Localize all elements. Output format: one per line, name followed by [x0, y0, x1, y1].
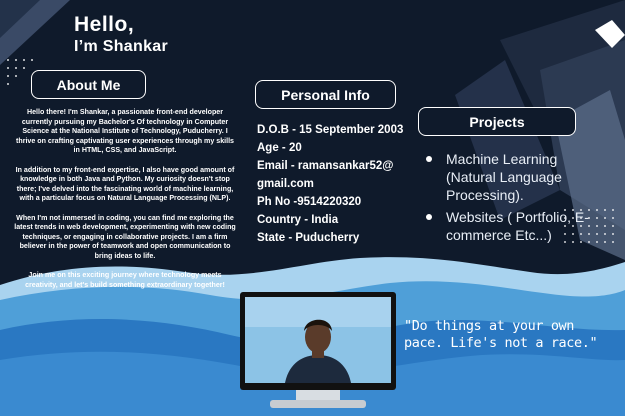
name-heading: I’m Shankar: [74, 38, 169, 55]
profile-photo: [245, 297, 391, 383]
bullet-icon: [426, 214, 432, 220]
projects-title: Projects: [418, 107, 576, 136]
monitor-frame: [240, 292, 396, 390]
dob-field: D.O.B - 15 September 2003: [257, 124, 404, 136]
person-silhouette-icon: [245, 297, 391, 383]
projects-list: [424, 150, 604, 248]
project-item: [424, 150, 604, 204]
project-label: Websites ( Portfolio, E-commerce Etc...): [446, 209, 589, 243]
about-paragraph: When I'm not immersed in coding, you can find me exploring the latest trends in web development, experimenting with new coding techniques, or engaging in collaborative projects. I am a firm believer in the power of teamwork and open communication to bring ideas to life.: [14, 213, 236, 260]
country-field: Country - India: [257, 214, 339, 226]
personal-info-title: Personal Info: [255, 80, 396, 109]
project-label: Machine Learning (Natural Language Processing).: [446, 151, 562, 203]
project-item: [424, 208, 604, 244]
about-paragraph: Hello there! I'm Shankar, a passionate front-end developer currently pursuing my Bachelor's Of technology in Computer Science at the National Institute of Technology, Puducherry. I thrive on crafting captivating user experiences through my skills in HTML, CSS, and JavaScript.: [16, 108, 234, 155]
phone-field: Ph No -9514220320: [257, 196, 362, 208]
dot-pattern-top-left: [7, 59, 33, 85]
bullet-icon: [426, 156, 432, 162]
state-field: State - Puducherry: [257, 232, 360, 244]
personal-info-list: [257, 121, 407, 247]
age-field: Age - 20: [257, 142, 302, 154]
about-paragraph: In addition to my front-end expertise, I also have good amount of knowledge in both Java and Python. My curiosity doesn't stop there; I've delved into the fascinating world of machine learning, with a particular focus on Natural Language Processing (NLP).: [15, 165, 235, 203]
email-field: Email - ramansankar52@ gmail.com: [257, 160, 394, 190]
about-me-text: [14, 108, 236, 300]
about-me-title: About Me: [31, 70, 146, 99]
greeting-heading: Hello,: [74, 13, 135, 36]
monitor-base: [270, 400, 366, 408]
about-paragraph: Join me on this exciting journey where technology meets creativity, and let's build something extraordinary together!: [25, 271, 225, 289]
motto-quote: "Do things at your own pace. Life's not a race.": [404, 318, 598, 351]
